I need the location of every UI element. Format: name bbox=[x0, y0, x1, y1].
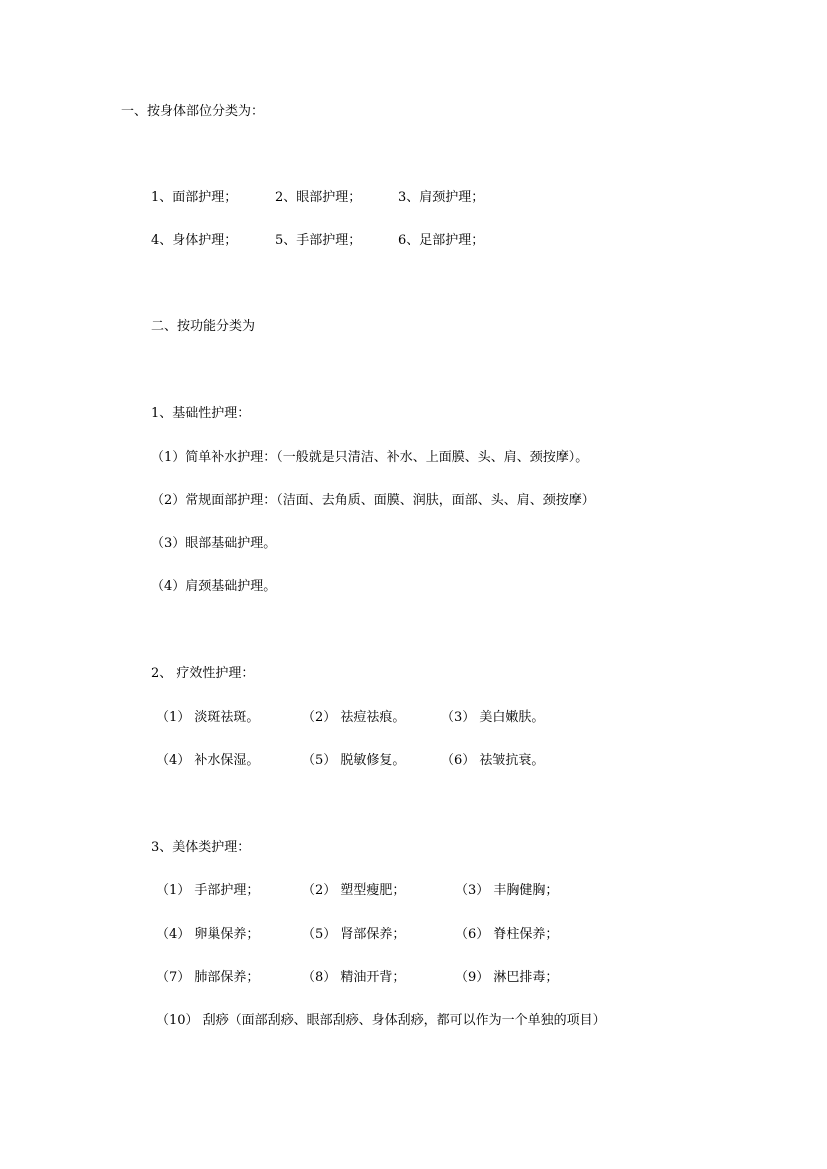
list-item: （1） 手部护理； bbox=[156, 883, 260, 898]
list-item: （8） 精油开背； bbox=[302, 970, 406, 985]
list-item: （5） 脱敏修复。 bbox=[302, 753, 406, 768]
list-item: 6、足部护理； bbox=[398, 233, 485, 248]
list-item: （3） 美白嫩肤。 bbox=[441, 710, 545, 725]
list-item: （3） 丰胸健胸； bbox=[455, 883, 559, 898]
list-item: （4）肩颈基础护理。 bbox=[151, 579, 277, 594]
list-item: （4） 卵巢保养； bbox=[156, 927, 260, 942]
list-item: 4、身体护理； bbox=[151, 233, 238, 248]
body-care-title: 3、美体类护理： bbox=[151, 840, 251, 855]
list-item: （1）简单补水护理：（一般就是只清洁、补水、上面膜、头、肩、颈按摩）。 bbox=[151, 450, 589, 465]
list-item: （2） 塑型瘦肥； bbox=[302, 883, 406, 898]
list-item: 1、面部护理； bbox=[151, 190, 238, 205]
therapy-care-title: 2、 疗效性护理： bbox=[151, 666, 255, 681]
list-item: （2）常规面部护理：（洁面、去角质、面膜、润肤，面部、头、肩、颈按摩） bbox=[151, 493, 595, 508]
basic-care-title: 1、基础性护理： bbox=[151, 406, 251, 421]
list-item: 3、肩颈护理； bbox=[398, 190, 485, 205]
list-item: （1） 淡斑祛斑。 bbox=[156, 710, 260, 725]
list-item: （6） 脊柱保养； bbox=[455, 927, 559, 942]
list-item: （2） 祛痘祛痕。 bbox=[302, 710, 406, 725]
list-item: 5、手部护理； bbox=[275, 233, 362, 248]
list-item: （10） 刮痧（面部刮痧、眼部刮痧、身体刮痧，都可以作为一个单独的项目） bbox=[156, 1013, 606, 1028]
section2-heading: 二、按功能分类为 bbox=[151, 319, 256, 334]
list-item: （7） 肺部保养； bbox=[156, 970, 260, 985]
list-item: （4） 补水保湿。 bbox=[156, 753, 260, 768]
section1-heading: 一、按身体部位分类为： bbox=[121, 104, 265, 119]
list-item: （5） 肾部保养； bbox=[302, 927, 406, 942]
list-item: 2、眼部护理； bbox=[275, 190, 362, 205]
list-item: （3）眼部基础护理。 bbox=[151, 536, 277, 551]
list-item: （6） 祛皱抗衰。 bbox=[441, 753, 545, 768]
list-item: （9） 淋巴排毒； bbox=[455, 970, 559, 985]
